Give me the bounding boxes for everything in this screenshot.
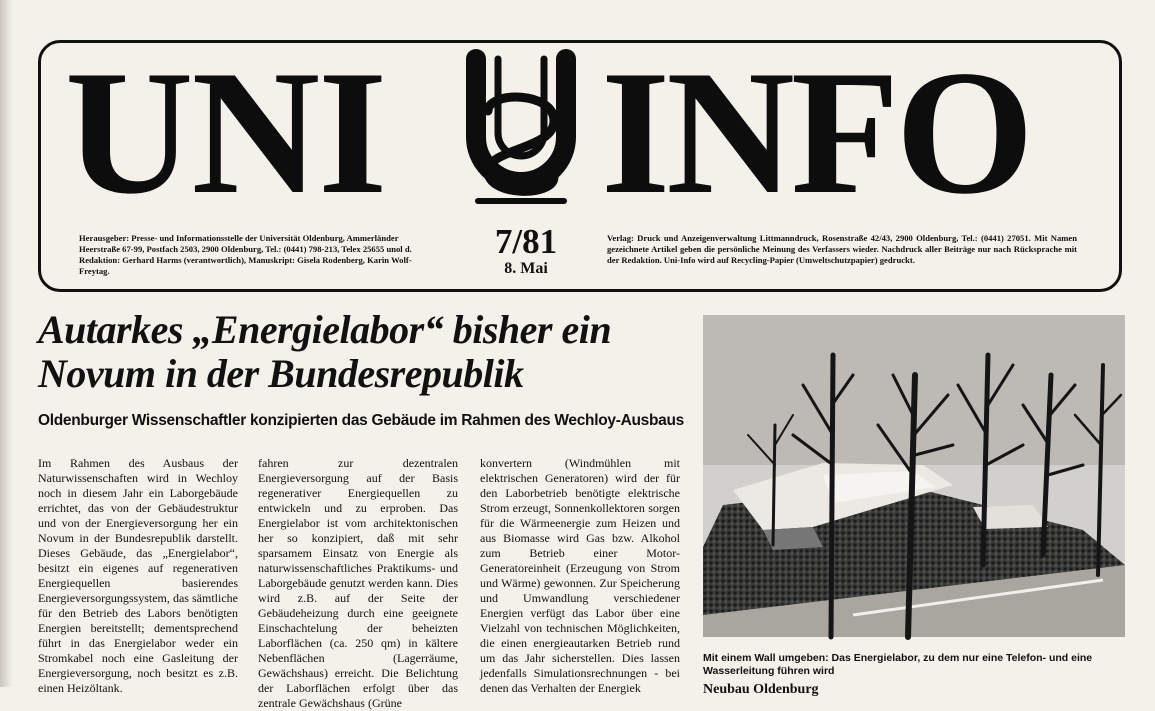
energy-lab-model-photo	[703, 315, 1125, 637]
article-column-3: konvertern (Windmühlen mit elektrischen Generatoren) wird der für den Laborbetrieb benötigte elektrische Strom erzeugt, Sonnenkollektoren sorgen für die Wärmeenergie zum Heizen und aus Biomasse wird Gas bzw. Alkohol zum Betrieb einer Motor-Generatoreinheit (Erzeugung von Strom und Wärme) gewonnen. Zur Speicherung und Umwandlung verschiedener Energien verfügt das Labor über eine Vielzahl von technischen Möglichkeiten, die einen energieautarken Betrieb rund um das Jahr sicherstellen. Dies lassen jedenfalls Simulationsrechnungen - bei denen das Verhalten der Energiek	[480, 456, 680, 695]
photo-caption: Mit einem Wall umgeben: Das Energielabor, zu dem nur eine Telefon- und eine Wasserleitung führen wird	[703, 652, 1093, 677]
next-article-heading: Neubau Oldenburg	[703, 682, 819, 697]
article-column-2: fahren zur dezentralen Energieversorgung auf der Basis regenerativer Energiequellen zu entwickeln und zu erproben. Das Energielabor ist vom architektonischen her so konzipiert, daß mit sehr sparsamem Einsatz von Energie als naturwissenschaftliches Praktikums- und Laborgebäude genutzt werden kann. Dies wird z.B. auf der Seite der Gebäudeheizung durch eine geeignete Einschachtelung der beheizten Laborflächen (ca. 250 qm) in kältere Nebenflächen (Lagerräume, Gewächshaus) erreicht. Die Belichtung der Laborflächen erfolgt über das zentrale Gewächshaus (Grüne	[258, 456, 458, 710]
issue-box	[481, 223, 571, 277]
masthead-title-uni: UNI	[65, 33, 386, 231]
article-headline: Autarkes „Energielabor“ bisher ein Novum in der Bundesrepublik	[38, 307, 612, 396]
masthead-title-info: INFO	[601, 33, 1030, 231]
uni-oldenburg-logo-icon	[458, 51, 584, 219]
article-subhead: Oldenburger Wissenschaftler konzipierten das Gebäude im Rahmen des Wechloy-Ausbaus	[38, 412, 684, 429]
issue-date: 8. Mai	[504, 260, 548, 277]
article-column-1: Im Rahmen des Ausbaus der Naturwissenschaften wird in Wechloy noch in diesem Jahr ein Laborgebäude errichtet, das von der Gebäudestruktur und von der Energieversorgung her ein Novum in der Bundesrepublik darstellt. Dieses Gebäude, das „Energielabor“, besitzt ein eigenes auf regenerativen Energiequellen basierendes Energieversorgungssystem, das sämtliche für den Betrieb des Labors benötigten Energien bereitstellt; dementsprechend führt in das Energielabor weder ein Stromkabel noch eine Gasleitung der Energieversorgung, noch besitzt es z.B. einen Heizöltank.	[38, 456, 238, 695]
page-spine-shadow	[0, 0, 14, 687]
energy-lab-model-image	[703, 315, 1125, 637]
imprint-publisher: Herausgeber: Presse- und Informationsstelle der Universität Oldenburg, Ammerländer Heerstraße 67-99, Postfach 2503, 2900 Oldenburg, Tel.: (0441) 798-213, Telex 25655 unol d. Redaktion: Gerhard Harms (verantwortlich), Manuskript: Gisela Rodenberg, Karin Wolf-Freytag.	[79, 233, 412, 276]
masthead	[38, 33, 1122, 292]
imprint-publisher-note: Verlag: Druck und Anzeigenverwaltung Littmanndruck, Rosenstraße 42/43, 2900 Oldenburg, Tel.: (0441) 27051. Mit Namen gezeichnete Artikel geben die persönliche Meinung des Verfassers wieder. Nachdruck aller Beiträge nur nach Rücksprache mit der Redaktion. Uni-Info wird auf Recycling-Papier (Umweltschutzpapier) gedruckt.	[607, 233, 1077, 265]
issue-number: 7/81	[494, 222, 558, 261]
